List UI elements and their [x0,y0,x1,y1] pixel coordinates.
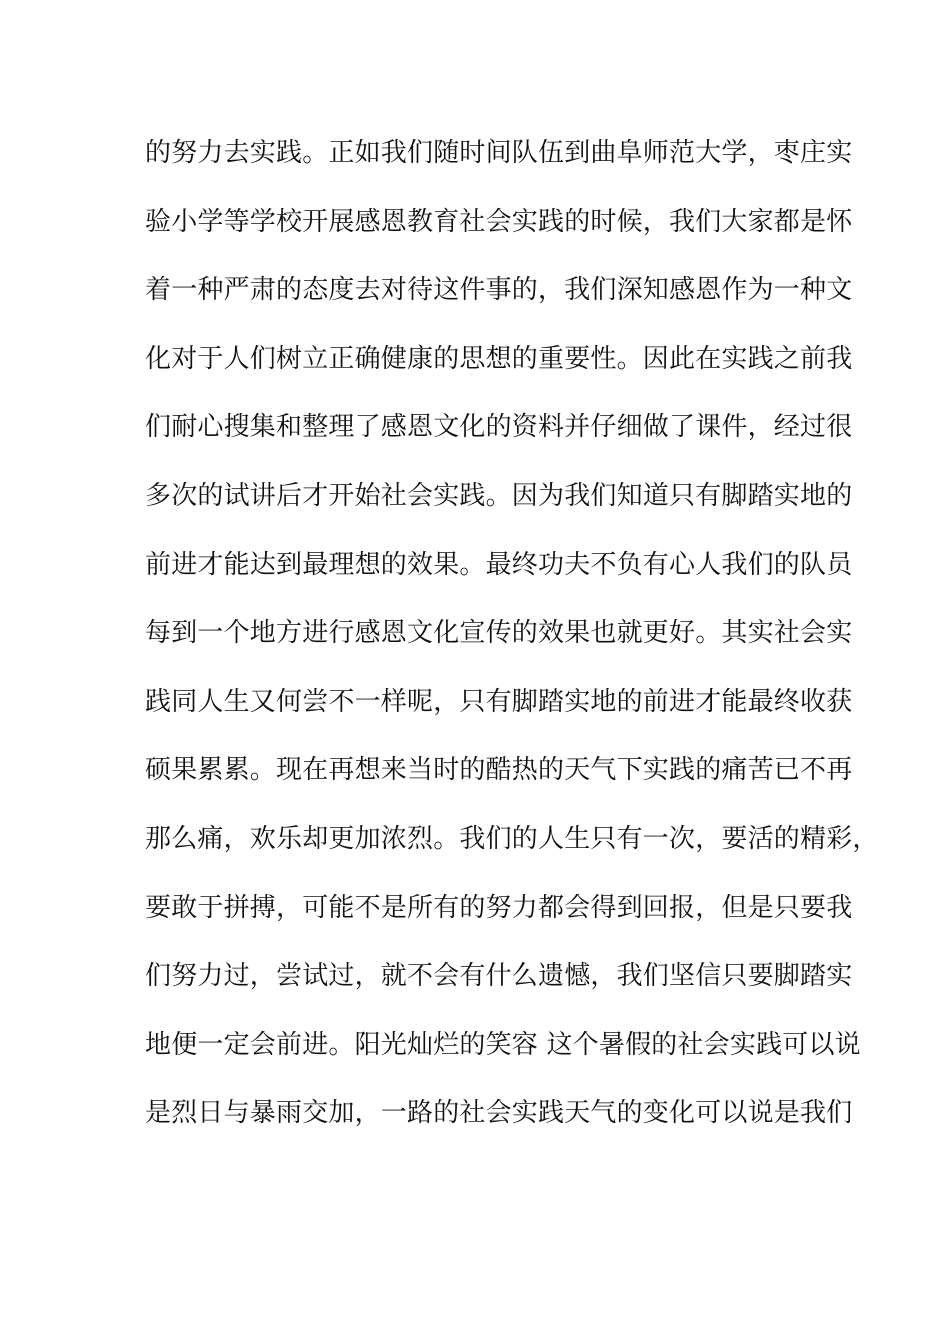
text-line: 要敢于拼搏，可能不是所有的努力都会得到回报，但是只要我 [145,892,853,923]
text-line: 化对于人们树立正确健康的思想的重要性。因此在实践之前我 [145,343,853,374]
text-line: 是烈日与暴雨交加，一路的社会实践天气的变化可以说是我们 [145,1098,853,1129]
text-line: 前进才能达到最理想的效果。最终功夫不负有心人我们的队员 [145,549,853,580]
text-line: 验小学等学校开展感恩教育社会实践的时候，我们大家都是怀 [145,206,853,237]
text-line: 每到一个地方进行感恩文化宣传的效果也就更好。其实社会实 [145,618,853,649]
text-line: 那么痛，欢乐却更加浓烈。我们的人生只有一次，要活的精彩， [145,823,879,854]
text-line: 硕果累累。现在再想来当时的酷热的天气下实践的痛苦已不再 [145,755,853,786]
text-line: 着一种严肃的态度去对待这件事的，我们深知感恩作为一种文 [145,275,853,306]
text-line: 们努力过，尝试过，就不会有什么遗憾，我们坚信只要脚踏实 [145,961,853,992]
text-line: 地便一定会前进。阳光灿烂的笑容 这个暑假的社会实践可以说 [145,1029,861,1060]
text-line: 的努力去实践。正如我们随时间队伍到曲阜师范大学，枣庄实 [145,138,853,168]
text-line: 多次的试讲后才开始社会实践。因为我们知道只有脚踏实地的 [145,480,853,511]
text-line: 践同人生又何尝不一样呢，只有脚踏实地的前进才能最终收获 [145,686,853,717]
document-body [145,133,879,1162]
text-line: 们耐心搜集和整理了感恩文化的资料并仔细做了课件，经过很 [145,412,853,443]
